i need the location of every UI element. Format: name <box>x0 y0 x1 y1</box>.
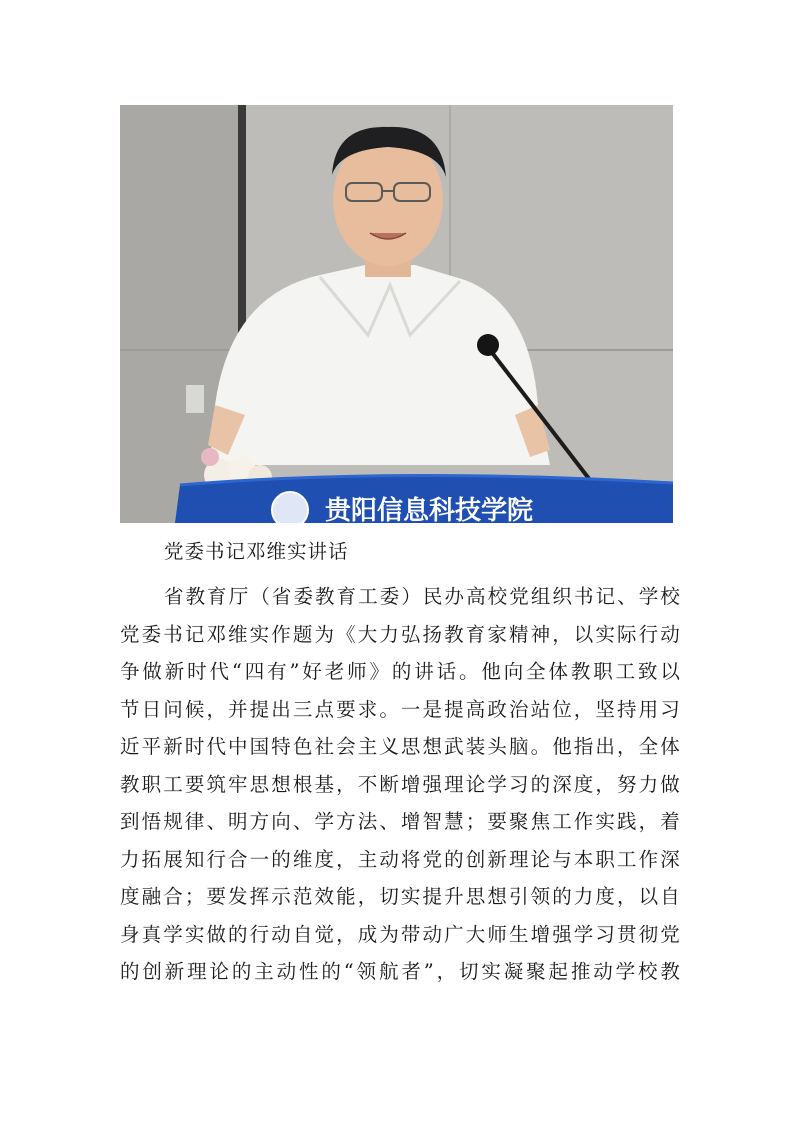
podium-text: 贵阳信息科技学院 <box>325 496 534 523</box>
paragraph-line: 度 融 合 ； 要 发 挥 示 范 效 能 ， 切 实 提 升 思 想 引 领 的 力 度 ， 以 自 <box>120 885 680 908</box>
paragraph-line: 教 职 工 要 筑 牢 思 想 根 基 ， 不 断 增 强 理 论 学 习 的 深 度 ， 努 力 做 <box>120 772 680 796</box>
paragraph-line: 党 委 书 记 邓 维 实 作 题 为 《 大 力 弘 扬 教 育 家 精 神 ， 以 实 际 行 动 <box>120 622 680 646</box>
photo-caption: 党委书记邓维实讲话 <box>164 540 349 563</box>
paragraph-line: 力 拓 展 知 行 合 一 的 维 度 ， 主 动 将 党 的 创 新 理 论 与 本 职 工 作 深 <box>120 847 680 871</box>
paragraph-line: 的 创 新 理 论 的 主 动 性 的 “ 领 航 者 ” ， 切 实 凝 聚 起 推 动 学 校 教 <box>120 960 680 983</box>
article-paragraph <box>120 578 680 991</box>
paragraph-line: 近 平 新 时 代 中 国 特 色 社 会 主 义 思 想 武 装 头 脑 。 他 指 出 ， 全 体 <box>120 735 680 758</box>
paragraph-line: 节 日 问 候 ， 并 提 出 三 点 要 求 。 一 是 提 高 政 治 站 位 ， 坚 持 用 习 <box>120 697 680 721</box>
paragraph-line: 到 悟 规 律 、 明 方 向 、 学 方 法 、 增 智 慧 ； 要 聚 焦 工 作 实 践 ， 着 <box>120 810 680 833</box>
paragraph-line: 争 做 新 时 代 “ 四 有 ” 好 老 师 》 的 讲 话 。 他 向 全 体 教 职 工 致 以 <box>120 660 680 683</box>
paragraph-line: 身 真 学 实 做 的 行 动 自 觉 ， 成 为 带 动 广 大 师 生 增 强 学 习 贯 彻 党 <box>120 922 680 946</box>
paragraph-line: 省 教 育 厅 （ 省 委 教 育 工 委 ） 民 办 高 校 党 组 织 书 记 、 学 校 <box>164 585 680 608</box>
speech-photo <box>120 105 673 523</box>
